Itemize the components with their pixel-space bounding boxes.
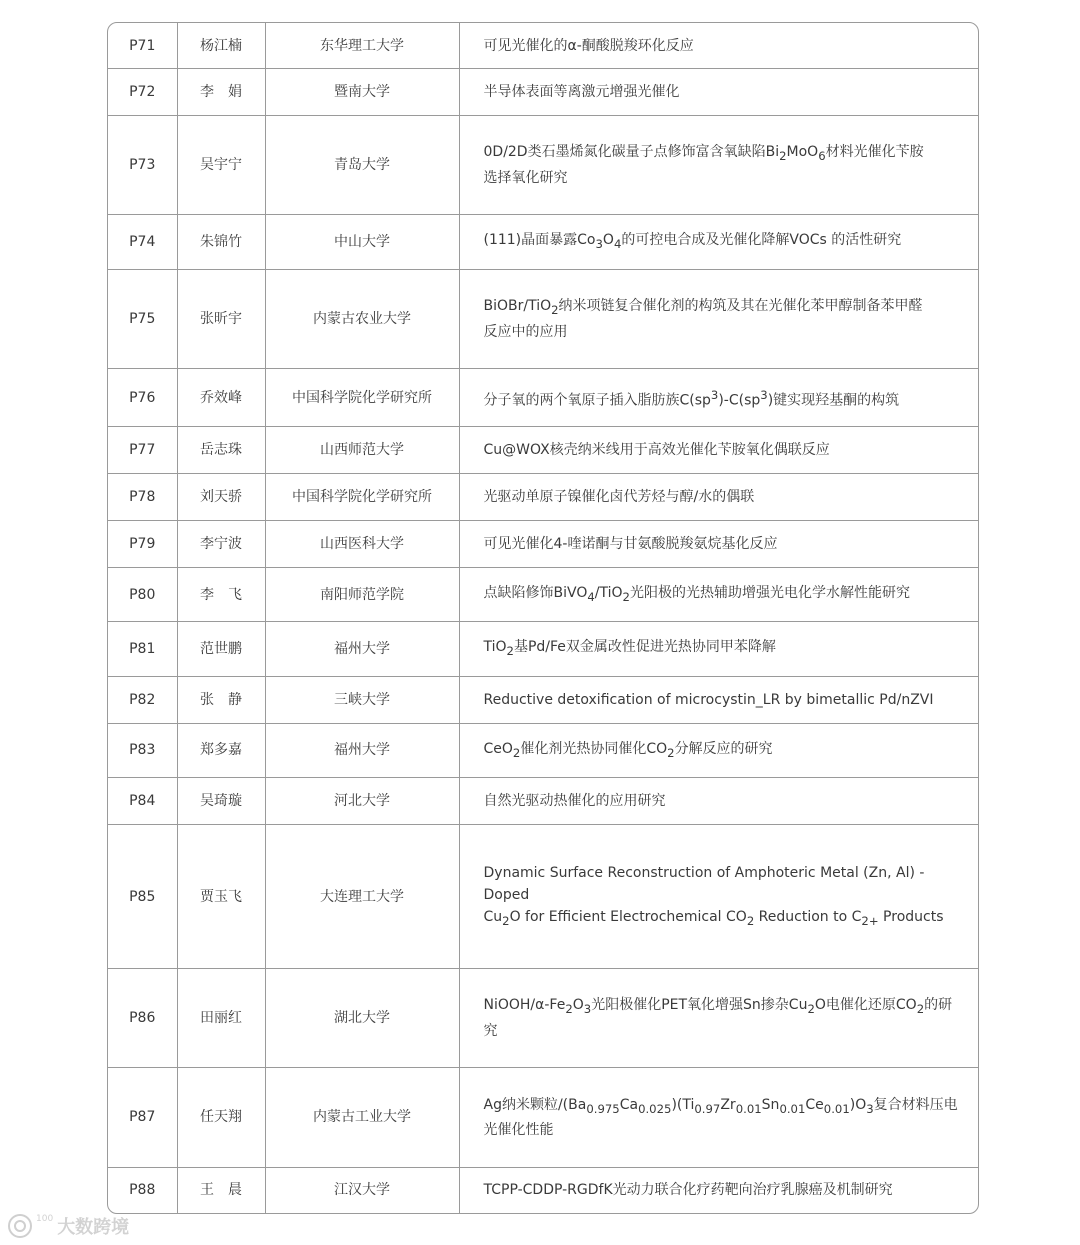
institution: 青岛大学: [265, 116, 459, 215]
poster-title: 自然光驱动热催化的应用研究: [459, 778, 978, 825]
table-row: [108, 427, 978, 474]
poster-id: P83: [108, 723, 177, 778]
watermark: [8, 1212, 129, 1240]
table-row: [108, 778, 978, 825]
institution: 中国科学院化学研究所: [265, 474, 459, 521]
watermark-logo-icon: [8, 1214, 32, 1238]
poster-id: P87: [108, 1068, 177, 1167]
institution: 三峡大学: [265, 676, 459, 723]
table-row: [108, 567, 978, 622]
presenter-name: 吴宇宁: [177, 116, 265, 215]
poster-title: 0D/2D类石墨烯氮化碳量子点修饰富含氧缺陷$Bi_2MoO_6$材料光催化苄胺 选择氧化研究: [459, 116, 978, 215]
presenter-name: 杨江楠: [177, 23, 265, 69]
poster-id: P76: [108, 369, 177, 427]
table-row: [108, 1068, 978, 1167]
poster-title: Ag纳米颗粒$/(Ba_{0.975}Ca_{0.025})(Ti_{0.97}Zr_{0.01}Sn_{0.01}Ce_{0.01})O_3$复合材料压电光催化性能: [459, 1068, 978, 1167]
poster-id: P72: [108, 69, 177, 116]
table-row: [108, 474, 978, 521]
poster-id: P84: [108, 778, 177, 825]
poster-title: 可见光催化4-喹诺酮与甘氨酸脱羧氨烷基化反应: [459, 521, 978, 568]
poster-title: BiOBr/TiO$_2$纳米项链复合催化剂的构筑及其在光催化苯甲醇制备苯甲醛 反应中的应用: [459, 269, 978, 368]
poster-title: Cu@WOX核壳纳米线用于高效光催化苄胺氧化偶联反应: [459, 427, 978, 474]
institution: 湖北大学: [265, 969, 459, 1068]
table-row: [108, 723, 978, 778]
table-row: [108, 1167, 978, 1213]
presenter-name: 郑多嘉: [177, 723, 265, 778]
poster-id: P74: [108, 215, 177, 270]
presenter-name: 张 静: [177, 676, 265, 723]
poster-title: 分子氧的两个氧原子插入脂肪族$C(sp^3)-C(sp^3)$键实现羟基酮的构筑: [459, 369, 978, 427]
institution: 福州大学: [265, 622, 459, 677]
talk-table: [107, 22, 979, 1214]
poster-title: 半导体表面等离激元增强光催化: [459, 69, 978, 116]
table-row: [108, 521, 978, 568]
institution: 山西医科大学: [265, 521, 459, 568]
institution: 内蒙古工业大学: [265, 1068, 459, 1167]
poster-title: TiO$_2$基Pd/Fe双金属改性促进光热协同甲苯降解: [459, 622, 978, 677]
institution: 福州大学: [265, 723, 459, 778]
table-row: [108, 369, 978, 427]
presenter-name: 朱锦竹: [177, 215, 265, 270]
table-row: [108, 23, 978, 69]
poster-title: Reductive detoxification of microcystin_LR by bimetallic Pd/nZVI: [459, 676, 978, 723]
table-row: [108, 269, 978, 368]
presenter-name: 岳志珠: [177, 427, 265, 474]
poster-id: P81: [108, 622, 177, 677]
poster-id: P79: [108, 521, 177, 568]
poster-title: 可见光催化的α-酮酸脱羧环化反应: [459, 23, 978, 69]
presenter-name: 任天翔: [177, 1068, 265, 1167]
poster-id: P82: [108, 676, 177, 723]
poster-title: 光驱动单原子镍催化卤代芳烃与醇/水的偶联: [459, 474, 978, 521]
watermark-text: 大数跨境: [57, 1217, 130, 1238]
poster-id: P73: [108, 116, 177, 215]
presenter-name: 李宁波: [177, 521, 265, 568]
table-row: [108, 116, 978, 215]
poster-title: NiOOH/$\alpha-Fe_2O_3$光阳极催化PET氧化增强Sn掺杂$Cu_2O$电催化还原$CO_2$的研究: [459, 969, 978, 1068]
poster-id: P88: [108, 1167, 177, 1213]
table-row: [108, 824, 978, 968]
presenter-name: 田丽红: [177, 969, 265, 1068]
table-row: [108, 69, 978, 116]
institution: 东华理工大学: [265, 23, 459, 69]
presenter-name: 乔效峰: [177, 369, 265, 427]
poster-title: (111)晶面暴露$Co_3O_4$的可控电合成及光催化降解VOCs 的活性研究: [459, 215, 978, 270]
poster-title: 点缺陷修饰BiVO$_4$/TiO$_2$光阳极的光热辅助增强光电化学水解性能研究: [459, 567, 978, 622]
table-row: [108, 969, 978, 1068]
poster-title: TCPP-CDDP-RGDfK光动力联合化疗药靶向治疗乳腺癌及机制研究: [483, 1182, 893, 1199]
poster-id: P80: [108, 567, 177, 622]
institution: 山西师范大学: [265, 427, 459, 474]
presenter-name: 王 晨: [177, 1167, 265, 1213]
institution: 中山大学: [265, 215, 459, 270]
table-row: [108, 215, 978, 270]
presenter-name: 李 娟: [177, 69, 265, 116]
institution: 河北大学: [265, 778, 459, 825]
presenter-name: 吴琦璇: [177, 778, 265, 825]
poster-title: CeO$_2$催化剂光热协同催化$CO_2$分解反应的研究: [459, 723, 978, 778]
poster-id: P77: [108, 427, 177, 474]
poster-id: P86: [108, 969, 177, 1068]
presenter-name: 范世鹏: [177, 622, 265, 677]
presenter-name: 张昕宇: [177, 269, 265, 368]
presenter-name: 贾玉飞: [177, 824, 265, 968]
poster-id: P78: [108, 474, 177, 521]
table-row: [108, 622, 978, 677]
institution: 大连理工大学: [265, 824, 459, 968]
institution: 江汉大学: [265, 1167, 459, 1213]
poster-id: P85: [108, 824, 177, 968]
institution: 内蒙古农业大学: [265, 269, 459, 368]
institution: 中国科学院化学研究所: [265, 369, 459, 427]
poster-title: Dynamic Surface Reconstruction of Amphoteric Metal (Zn, Al) -Doped $Cu_2O$ for Efficient Electrochemical $CO_2$ Reduction to $C_{2+}$ Products: [459, 824, 978, 968]
presenter-name: 李 飞: [177, 567, 265, 622]
institution: 暨南大学: [265, 69, 459, 116]
poster-id: P75: [108, 269, 177, 368]
presenter-name: 刘天骄: [177, 474, 265, 521]
poster-id: P71: [108, 23, 177, 69]
table-row: [108, 676, 978, 723]
institution: 南阳师范学院: [265, 567, 459, 622]
watermark-sub: 100: [36, 1214, 54, 1224]
